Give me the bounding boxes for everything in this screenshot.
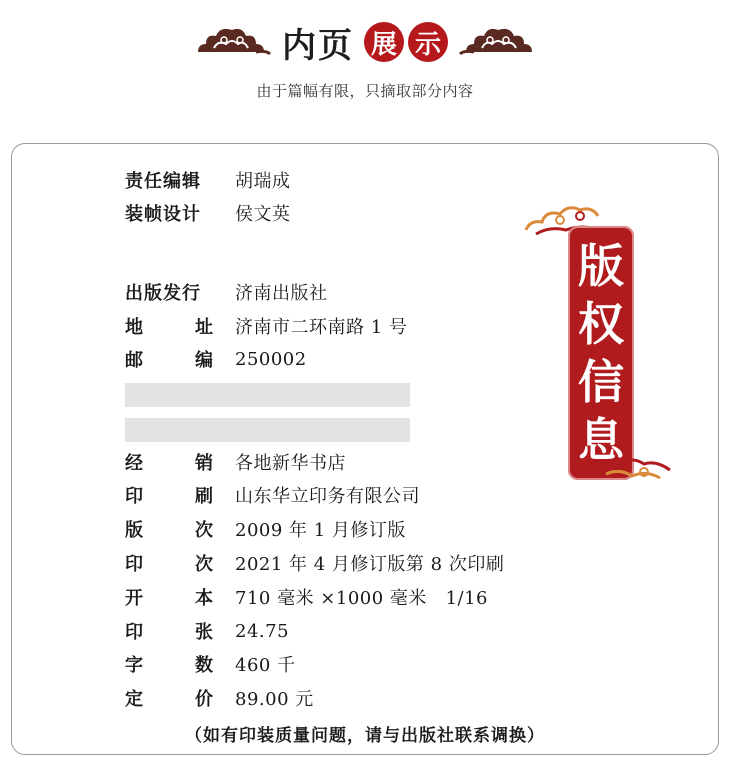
cloud-ornament-right-icon [458,22,536,62]
row-label: 版 次 [125,520,213,541]
row-postcode [125,345,307,373]
title-highlight [364,22,448,62]
row-value: 山东华立印务有限公司 [235,486,420,507]
row-label: 印 次 [125,554,213,575]
row-label: 邮 编 [125,350,213,371]
page-subtitle: 由于篇幅有限，只摘取部分内容 [256,82,474,100]
row-designer [125,199,291,227]
row-label: 装帧设计 [125,204,201,225]
page-header [0,0,730,110]
row-distributor [125,448,346,476]
cloud-ornament-left-icon [194,22,272,62]
row-edition [125,515,406,543]
row-price [125,684,314,712]
redacted-block [125,418,410,442]
row-label: 印 张 [125,622,213,643]
row-label: 定 价 [125,689,213,710]
row-value: 24.75 [235,620,290,642]
row-label: 地 址 [125,317,213,338]
row-impression [125,549,504,577]
row-value: 济南市二环南路 1 号 [235,317,408,338]
title-circle-char: 展 [364,22,404,62]
row-printer [125,481,420,509]
title-row [0,18,730,66]
row-label: 出版发行 [125,283,201,304]
cloud-scroll-bottom-icon [586,450,676,490]
row-value: 89.00 元 [235,689,314,710]
row-value: 各地新华书店 [235,453,346,474]
row-value: 710 毫米 ×1000 毫米 1/16 [235,588,488,609]
row-label: 字 数 [125,655,213,676]
row-label: 开 本 [125,588,213,609]
banner-char: 权 [578,297,624,351]
row-sheets [125,617,289,645]
row-format [125,583,488,611]
row-label: 经 销 [125,453,213,474]
row-value: 2009 年 1 月修订版 [235,520,406,541]
row-publisher [125,278,328,306]
page-title: 内页 [282,25,354,66]
row-value: 侯文英 [235,204,291,225]
row-words [125,650,296,678]
banner-body [568,226,634,480]
copyright-banner [520,200,670,495]
row-value: 250002 [235,348,307,370]
banner-char: 信 [578,355,624,409]
row-value: 2021 年 4 月修订版第 8 次印刷 [235,554,505,575]
redacted-block [125,383,410,407]
title-circle-char: 示 [408,22,448,62]
row-value: 济南出版社 [235,283,328,304]
row-editor [125,166,291,194]
row-value: 胡瑞成 [235,171,291,192]
row-address [125,312,407,340]
row-label: 责任编辑 [125,171,201,192]
banner-char: 息 [578,413,624,467]
quality-notice: （如有印装质量问题，请与出版社联系调换） [185,726,545,746]
row-label: 印 刷 [125,486,213,507]
row-value: 460 千 [235,655,296,676]
banner-char: 版 [578,239,624,293]
